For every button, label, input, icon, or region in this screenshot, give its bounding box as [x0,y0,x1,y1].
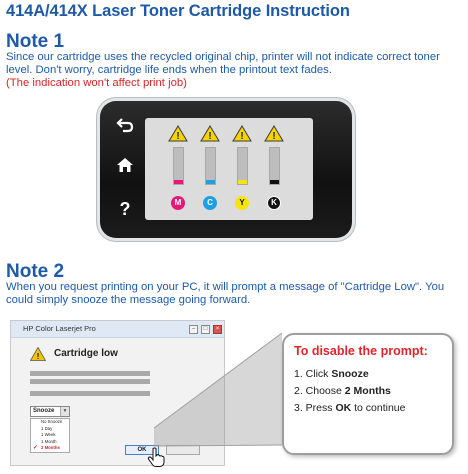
back-icon[interactable] [112,117,138,139]
toner-fill [238,180,247,184]
callout-title: To disable the prompt: [294,344,428,358]
cartridge-label: K [267,196,281,210]
note2-text: When you request printing on your PC, it will prompt a message of "Cartridge Low". You could simply snooze the message going forward. [6,281,445,306]
step-1-bold: Snooze [331,368,369,380]
cartridge-low-dialog [10,320,225,466]
dialog-titlebar [11,321,224,338]
note1-body: Since our cartridge uses the recycled original chip, printer will not indicate correct toner level. Don't worry, cartridge life ends when the printout text fades. [6,51,440,76]
snooze-dropdown[interactable] [30,406,70,417]
note2-heading: Note 2 [6,261,65,282]
step-2 [294,385,391,397]
snooze-option-selected[interactable] [31,445,69,452]
home-icon[interactable] [112,157,138,179]
minimize-icon[interactable]: – [189,325,198,334]
placeholder-text-line [30,391,150,396]
warning-icon [30,347,46,361]
svg-text:!: ! [272,131,276,142]
snooze-option[interactable]: 1 Week [41,432,56,438]
svg-text:!: ! [176,131,180,142]
placeholder-text-line [30,379,150,384]
warning-icon [200,125,220,142]
snooze-options-list [30,418,70,453]
step-3-bold: OK [335,402,352,414]
warning-icon [168,125,188,142]
toner-fill [270,180,279,184]
printer-control-panel [100,101,352,238]
check-icon: ✓ [33,445,39,452]
step-2-bold: 2 Months [344,385,391,397]
svg-text:!: ! [240,131,244,142]
step-2-text: 2. Choose [294,385,345,397]
placeholder-text-line [30,371,150,376]
note1-text [6,51,464,90]
svg-text:!: ! [208,131,212,142]
page-title: 414A/414X Laser Toner Cartridge Instruction [6,2,350,20]
close-icon[interactable]: × [213,325,222,334]
cartridge-yellow [229,125,255,215]
snooze-option[interactable]: 1 Month [41,438,57,444]
step-3 [294,402,405,414]
chevron-down-icon[interactable]: ▼ [60,407,69,416]
snooze-label: Snooze [33,408,55,414]
help-icon[interactable]: ? [119,199,131,219]
warning-icon [232,125,252,142]
hand-cursor-icon [147,447,165,467]
cartridge-label: Y [235,196,249,210]
cartridge-label: C [203,196,217,210]
cartridge-magenta [165,125,191,215]
warning-icon [264,125,284,142]
step-3-suffix: to continue [351,402,406,414]
cartridge-cyan [197,125,223,215]
snooze-option[interactable]: No Snooze [41,419,63,424]
step-1-text: 1. Click [294,368,332,380]
toner-fill [206,180,215,184]
svg-text:!: ! [36,351,40,361]
toner-status-screen [145,118,313,220]
cartridge-label: M [171,196,185,210]
cartridge-black [261,125,287,215]
toner-fill [174,180,183,184]
snooze-option-selected-label: 2 Months [41,445,60,451]
cancel-button[interactable] [166,445,200,455]
instruction-callout [282,333,454,455]
dialog-window-title: HP Color Laserjet Pro [23,324,96,333]
ok-button[interactable]: OK [125,445,159,455]
step-1 [294,368,369,380]
dialog-heading: Cartridge low [54,348,118,359]
maximize-icon[interactable]: □ [201,325,210,334]
note1-red-text: (The indication won't affect print job) [6,77,187,89]
step-3-text: 3. Press [294,402,336,414]
snooze-option[interactable]: 1 Day [41,425,53,431]
note1-heading: Note 1 [6,31,65,52]
